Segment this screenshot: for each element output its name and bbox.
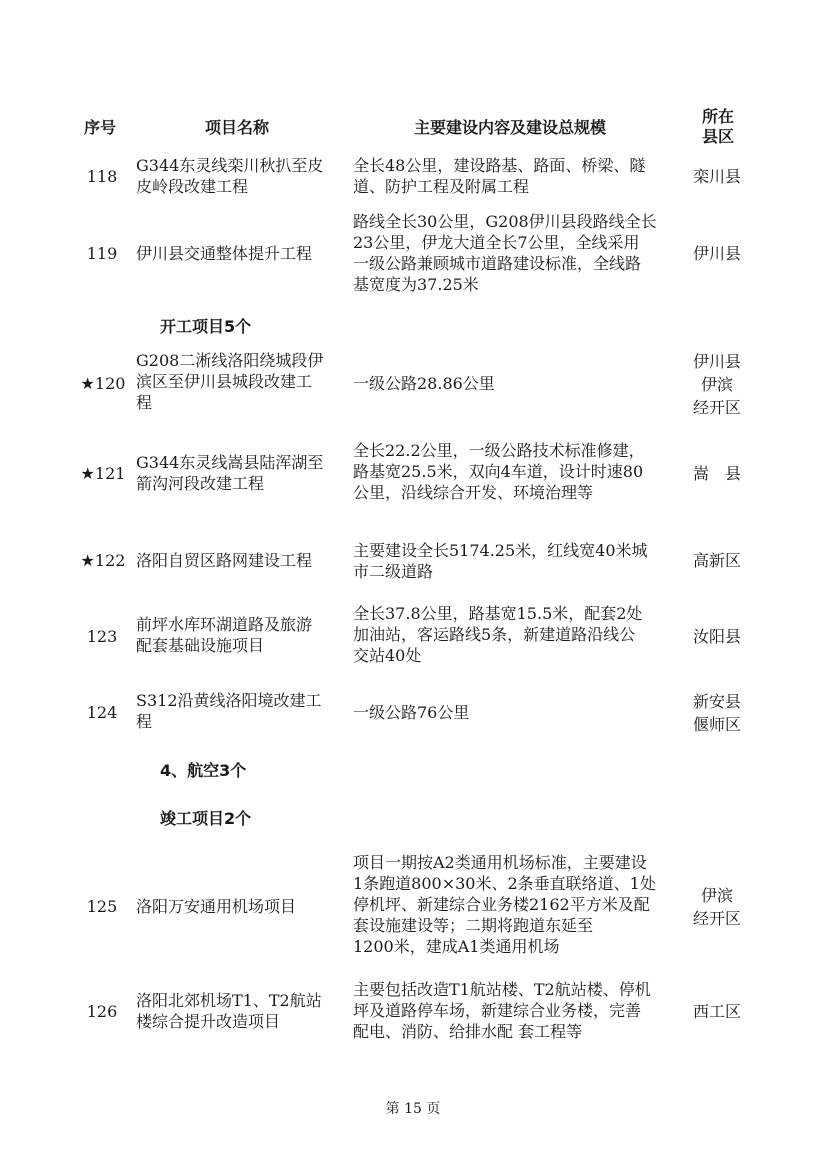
row-120-county: 伊川县 伊滨 经开区 bbox=[692, 352, 741, 417]
row-123-num: 123 bbox=[86, 627, 118, 646]
section-start-projects: 开工项目5个 bbox=[160, 317, 252, 336]
header-seq: 序号 bbox=[84, 118, 117, 137]
row-123-content: 全长37.8公里，路基宽15.5米，配套2处 加油站，客运路线5条，新建道路沿线公 交站40处 bbox=[353, 604, 643, 665]
row-121-county: 嵩 县 bbox=[692, 464, 741, 483]
row-124-content: 一级公路76公里 bbox=[353, 703, 470, 722]
row-123-county: 汝阳县 bbox=[692, 627, 741, 646]
row-118-num: 118 bbox=[86, 167, 118, 186]
row-122-name: 洛阳自贸区路网建设工程 bbox=[136, 551, 313, 570]
row-120-name: G208二淅线洛阳绕城段伊 滨区至伊川县城段改建工 程 bbox=[136, 351, 324, 412]
row-121-num: ★121 bbox=[80, 464, 126, 483]
page-number: 第 15 页 bbox=[385, 1101, 441, 1117]
row-125-name: 洛阳万安通用机场项目 bbox=[136, 897, 297, 916]
row-125-content: 项目一期按A2类通用机场标准，主要建设 1条跑道800×30米、2条垂直联络道、1处 停机坪、新建综合业务楼2162平方米及配 套设施建设等；二期将跑道东延至 1200米，建成A1类通用机场 bbox=[353, 853, 656, 956]
row-119-content: 路线全长30公里，G208伊川县段路线全长 23公里，伊龙大道全长7公里，全线采用 一级公路兼顾城市道路建设标准，全线路 基宽度为37.25米 bbox=[353, 212, 657, 294]
row-121-content: 全长22.2公里，一级公路技术标准修建， 路基宽25.5米，双向4车道，设计时速80 公里，沿线综合开发、环境治理等 bbox=[353, 441, 645, 502]
row-125-county: 伊滨 经开区 bbox=[692, 886, 741, 928]
row-126-county: 西工区 bbox=[692, 1002, 741, 1021]
row-119-name: 伊川县交通整体提升工程 bbox=[136, 244, 313, 263]
header-county: 所在 县区 bbox=[701, 107, 734, 146]
section-completed-projects: 竣工项目2个 bbox=[160, 809, 252, 828]
row-119-num: 119 bbox=[86, 244, 118, 263]
row-118-county: 栾川县 bbox=[692, 167, 741, 186]
header-name: 项目名称 bbox=[205, 118, 270, 137]
row-122-content: 主要建设全长5174.25米，红线宽40米城 市二级道路 bbox=[353, 541, 648, 581]
row-124-county: 新安县 偃师区 bbox=[692, 692, 741, 734]
row-119-county: 伊川县 bbox=[692, 244, 741, 263]
row-126-content: 主要包括改造T1航站楼、T2航站楼、停机 坪及道路停车场，新建综合业务楼，完善 配电、消防、给排水配 套工程等 bbox=[353, 980, 651, 1041]
row-123-name: 前坪水库环湖道路及旅游 配套基础设施项目 bbox=[136, 615, 313, 655]
header-content: 主要建设内容及建设总规模 bbox=[414, 118, 607, 137]
row-120-content: 一级公路28.86公里 bbox=[353, 374, 495, 393]
row-126-name: 洛阳北郊机场T1、T2航站 楼综合提升改造项目 bbox=[136, 991, 322, 1031]
row-122-county: 高新区 bbox=[692, 551, 741, 570]
row-121-name: G344东灵线嵩县陆浑湖至 箭沟河段改建工程 bbox=[136, 453, 324, 493]
row-118-name: G344东灵线栾川秋扒至皮 皮岭段改建工程 bbox=[136, 156, 324, 196]
row-126-num: 126 bbox=[86, 1002, 118, 1021]
row-124-name: S312沿黄线洛阳境改建工 程 bbox=[136, 691, 322, 731]
section-aviation: 4、航空3个 bbox=[160, 761, 247, 780]
row-122-num: ★122 bbox=[80, 551, 126, 570]
row-124-num: 124 bbox=[86, 703, 118, 722]
row-125-num: 125 bbox=[86, 897, 118, 916]
row-120-num: ★120 bbox=[80, 374, 126, 393]
row-118-content: 全长48公里，建设路基、路面、桥梁、隧 道、防护工程及附属工程 bbox=[353, 156, 646, 196]
